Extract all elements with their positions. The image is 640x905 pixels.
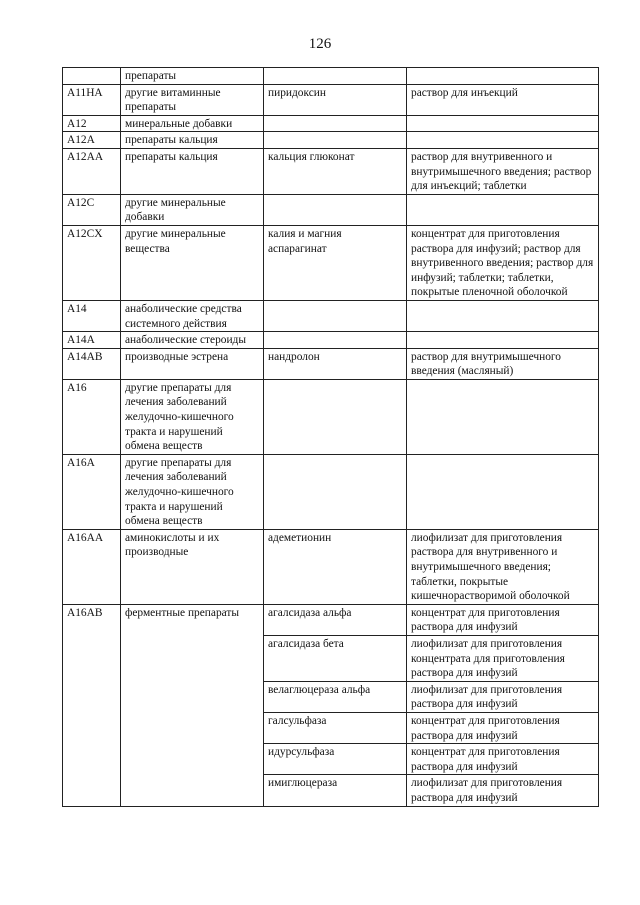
table-row xyxy=(63,454,599,529)
dosage-form xyxy=(407,332,599,349)
dosage-form: раствор для инъекций xyxy=(407,84,599,115)
atc-code: A14AB xyxy=(63,348,121,379)
atc-code: A12CX xyxy=(63,225,121,300)
atc-code: A12AA xyxy=(63,148,121,194)
group-name: препараты xyxy=(121,68,264,85)
table-body xyxy=(63,68,599,807)
table-row xyxy=(63,300,599,331)
dosage-form: лиофилизат для приготовления раствора для инфузий xyxy=(407,775,599,806)
table-row xyxy=(63,225,599,300)
group-name: другие минеральные добавки xyxy=(121,194,264,225)
table-row xyxy=(63,148,599,194)
dosage-form xyxy=(407,132,599,149)
table-row xyxy=(63,379,599,454)
dosage-form xyxy=(407,68,599,85)
inn-name: галсульфаза xyxy=(264,712,407,743)
dosage-form: концентрат для приготовления раствора для инфузий xyxy=(407,712,599,743)
dosage-form xyxy=(407,454,599,529)
dosage-form: лиофилизат для приготовления концентрата для приготовления раствора для инфузий xyxy=(407,635,599,681)
inn-name: агалсидаза альфа xyxy=(264,604,407,635)
table-row xyxy=(63,529,599,604)
inn-name xyxy=(264,132,407,149)
inn-name: нандролон xyxy=(264,348,407,379)
group-name: препараты кальция xyxy=(121,148,264,194)
inn-name: калия и магния аспарагинат xyxy=(264,225,407,300)
inn-name xyxy=(264,454,407,529)
atc-code: A16 xyxy=(63,379,121,454)
dosage-form: раствор для внутривенного и внутримышечного введения; раствор для инъекций; таблетки xyxy=(407,148,599,194)
inn-name: идурсульфаза xyxy=(264,744,407,775)
dosage-form: концентрат для приготовления раствора для инфузий xyxy=(407,744,599,775)
group-name: анаболические средства системного действия xyxy=(121,300,264,331)
table-row xyxy=(63,115,599,132)
inn-name: адеметионин xyxy=(264,529,407,604)
table-row xyxy=(63,132,599,149)
page-number: 126 xyxy=(308,36,332,52)
dosage-form: лиофилизат для приготовления раствора для внутривенного и внутримышечного введения; таблетки, покрытые кишечнорастворимой оболочкой xyxy=(407,529,599,604)
inn-name xyxy=(264,194,407,225)
inn-name: кальция глюконат xyxy=(264,148,407,194)
group-name: аминокислоты и их производные xyxy=(121,529,264,604)
table-row xyxy=(63,604,599,635)
dosage-form xyxy=(407,300,599,331)
group-name: другие минеральные вещества xyxy=(121,225,264,300)
table-row xyxy=(63,68,599,85)
group-name: ферментные препараты xyxy=(121,604,264,806)
group-name: препараты кальция xyxy=(121,132,264,149)
atc-code xyxy=(63,68,121,85)
inn-name: велаглюцераза альфа xyxy=(264,681,407,712)
inn-name: агалсидаза бета xyxy=(264,635,407,681)
group-name: другие препараты для лечения заболеваний желудочно-кишечного тракта и нарушений обмена веществ xyxy=(121,379,264,454)
dosage-form xyxy=(407,194,599,225)
atc-code: A12 xyxy=(63,115,121,132)
atc-code: A16A xyxy=(63,454,121,529)
table-row xyxy=(63,348,599,379)
group-name: другие препараты для лечения заболеваний желудочно-кишечного тракта и нарушений обмена веществ xyxy=(121,454,264,529)
group-name: производные эстрена xyxy=(121,348,264,379)
inn-name xyxy=(264,332,407,349)
inn-name: пиридоксин xyxy=(264,84,407,115)
table-row xyxy=(63,84,599,115)
atc-code: A12A xyxy=(63,132,121,149)
inn-name: имиглюцераза xyxy=(264,775,407,806)
dosage-form: лиофилизат для приготовления раствора для инфузий xyxy=(407,681,599,712)
drug-table xyxy=(62,67,599,807)
group-name: минеральные добавки xyxy=(121,115,264,132)
group-name: другие витаминные препараты xyxy=(121,84,264,115)
atc-code: A14A xyxy=(63,332,121,349)
atc-code: A16AA xyxy=(63,529,121,604)
dosage-form xyxy=(407,379,599,454)
inn-name xyxy=(264,115,407,132)
dosage-form: концентрат для приготовления раствора для инфузий; раствор для внутривенного введения; раствор для инфузий; таблетки; таблетки, покрытые пленочной оболочкой xyxy=(407,225,599,300)
inn-name xyxy=(264,300,407,331)
atc-code: A12C xyxy=(63,194,121,225)
inn-name xyxy=(264,379,407,454)
table-row xyxy=(63,194,599,225)
atc-code: A16AB xyxy=(63,604,121,806)
atc-code: A11HA xyxy=(63,84,121,115)
table-row xyxy=(63,332,599,349)
dosage-form: концентрат для приготовления раствора для инфузий xyxy=(407,604,599,635)
dosage-form xyxy=(407,115,599,132)
dosage-form: раствор для внутримышечного введения (масляный) xyxy=(407,348,599,379)
atc-code: A14 xyxy=(63,300,121,331)
inn-name xyxy=(264,68,407,85)
group-name: анаболические стероиды xyxy=(121,332,264,349)
